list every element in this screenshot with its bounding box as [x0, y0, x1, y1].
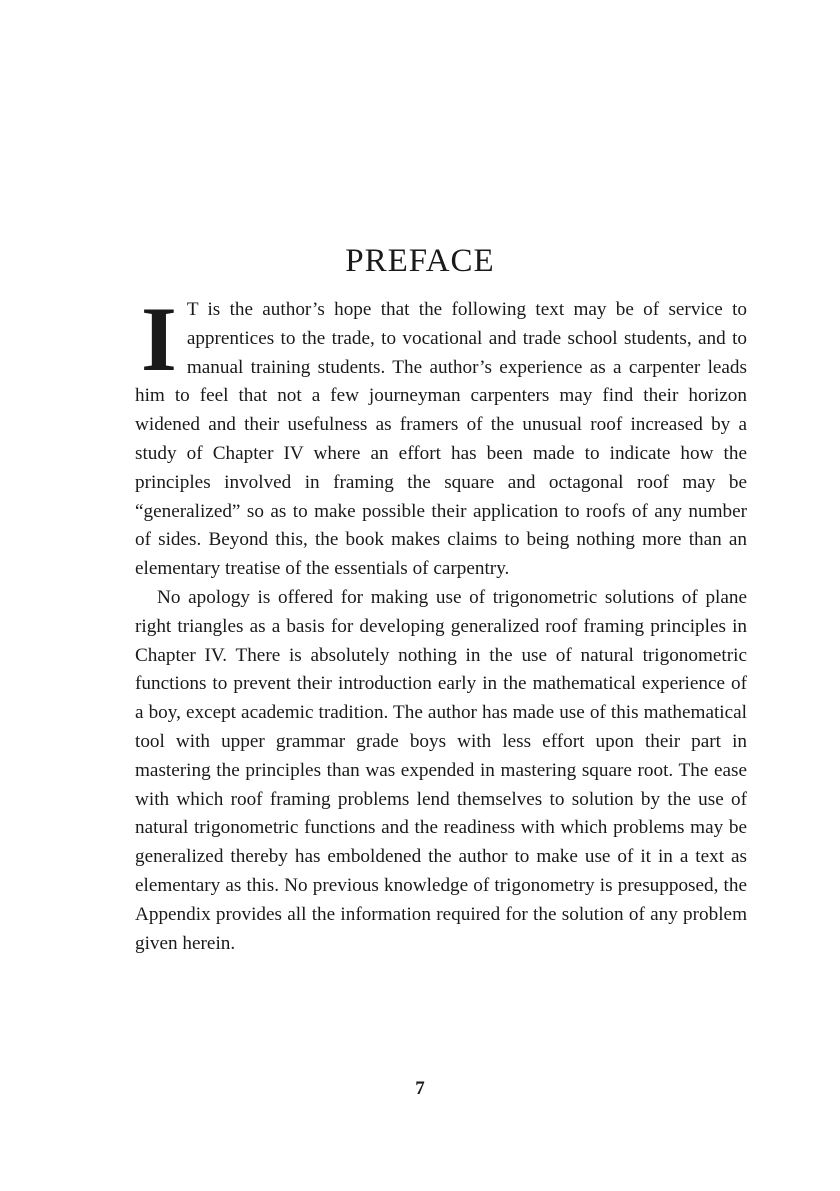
page-title: PREFACE: [345, 243, 495, 279]
paragraph-2: No apology is offered for making use of trigonometric solutions of plane right triangles as a basis for developing generalized roof framing principles in Chapter IV. There is absolutely nothing in the use of natural trigonometric functions to prevent their introduction early in the mathematical experience of a boy, except academic tradition. The author has made use of this mathematical tool with upper grammar grade boys with less effort upon their part in mastering the principles than was expended in mastering square root. The ease with which roof framing problems lend themselves to solution by the use of natural trigonometric functions and the readiness with which problems may be generalized thereby has emboldened the author to make use of it in a text as elementary as this. No previous knowledge of trigonometry is presupposed, the Appendix provides all the information required for the solution of any problem given herein.: [135, 586, 747, 954]
paragraph-1-text: T is the author’s hope that the following text may be of service to apprentices to the trade, to vocational and trade school students, and to manual training students. The author’s experience as a carpenter leads him to feel that not a few journeyman carpenters may find their horizon widened and their usefulness as framers of the unusual roof increased by a study of Chapter IV where an effort has been made to indicate how the principles involved in framing the square and octagonal roof may be “generalized” so as to make possible their application to roofs of any number of sides. Beyond this, the book makes claims to being nothing more than an elementary treatise of the essentials of carpentry.: [135, 299, 747, 580]
paragraph-1: [135, 288, 747, 584]
drop-cap: I: [141, 288, 177, 390]
page-number: 7: [415, 1078, 425, 1099]
preface-body: [135, 288, 747, 958]
